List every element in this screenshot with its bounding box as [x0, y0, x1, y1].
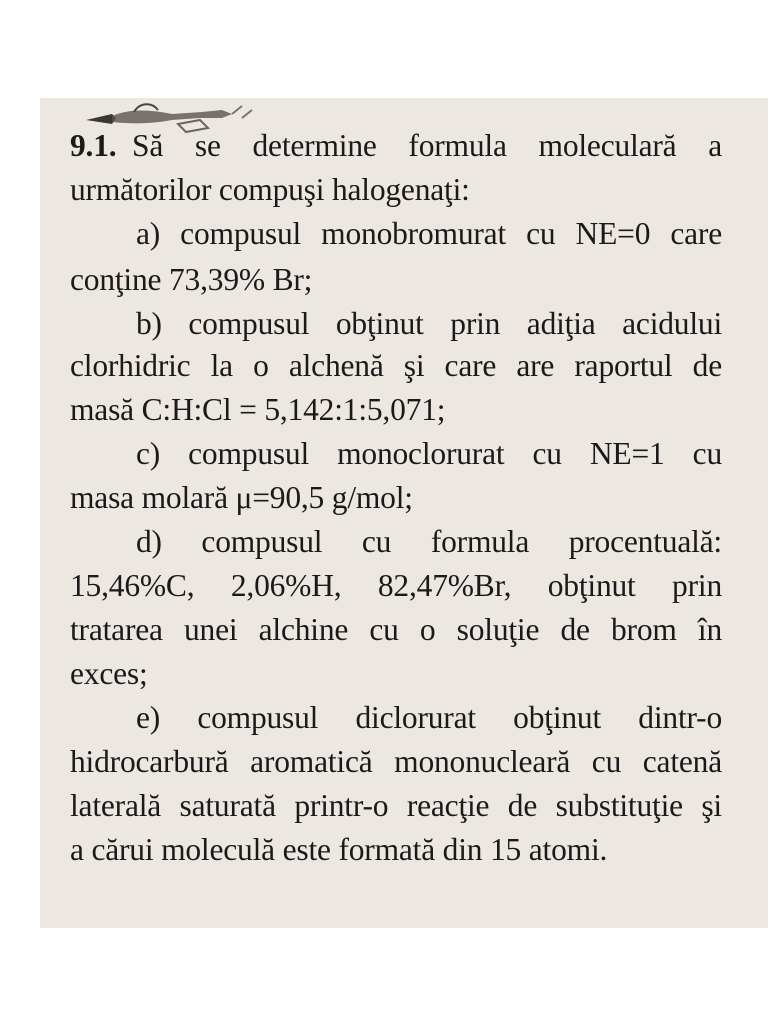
item-c-line-1: c) compusul monoclorurat cu NE=1 cu: [136, 436, 722, 471]
item-a-line-2: conţine 73,39% Br;: [70, 262, 313, 297]
item-a-line-1: a) compusul monobromurat cu NE=0 care: [136, 216, 722, 251]
item-b-line-1: b) compusul obţinut prin adiţia acidului: [136, 306, 722, 341]
item-d-line-4: exces;: [70, 656, 148, 691]
problem-number: 9.1.: [70, 128, 117, 163]
item-e-line-2: hidrocarbură aromatică mononucleară cu catenă: [70, 744, 722, 779]
item-b-line-2: clorhidric la o alchenă şi care are raportul de: [70, 348, 722, 383]
item-d-line-1: d) compusul cu formula procentuală:: [136, 524, 722, 559]
item-d-line-2: 15,46%C, 2,06%H, 82,47%Br, obţinut prin: [70, 568, 722, 603]
item-e-line-1: e) compusul diclorurat obţinut dintr-o: [136, 700, 722, 735]
problem-line-1: [70, 126, 722, 166]
item-c-line-2: masa molară μ=90,5 g/mol;: [70, 480, 413, 515]
item-b-line-3: masă C:H:Cl = 5,142:1:5,071;: [70, 392, 446, 427]
item-e-line-4: a cărui moleculă este formată din 15 atomi.: [70, 832, 608, 867]
problem-line-text: Să se determine formula moleculară a: [132, 128, 722, 163]
problem-line-2: următorilor compuşi halogenaţi:: [70, 172, 470, 207]
item-d-line-3: tratarea unei alchine cu o soluţie de brom în: [70, 612, 722, 647]
item-e-line-3: laterală saturată printr-o reacţie de substituţie şi: [70, 788, 722, 823]
